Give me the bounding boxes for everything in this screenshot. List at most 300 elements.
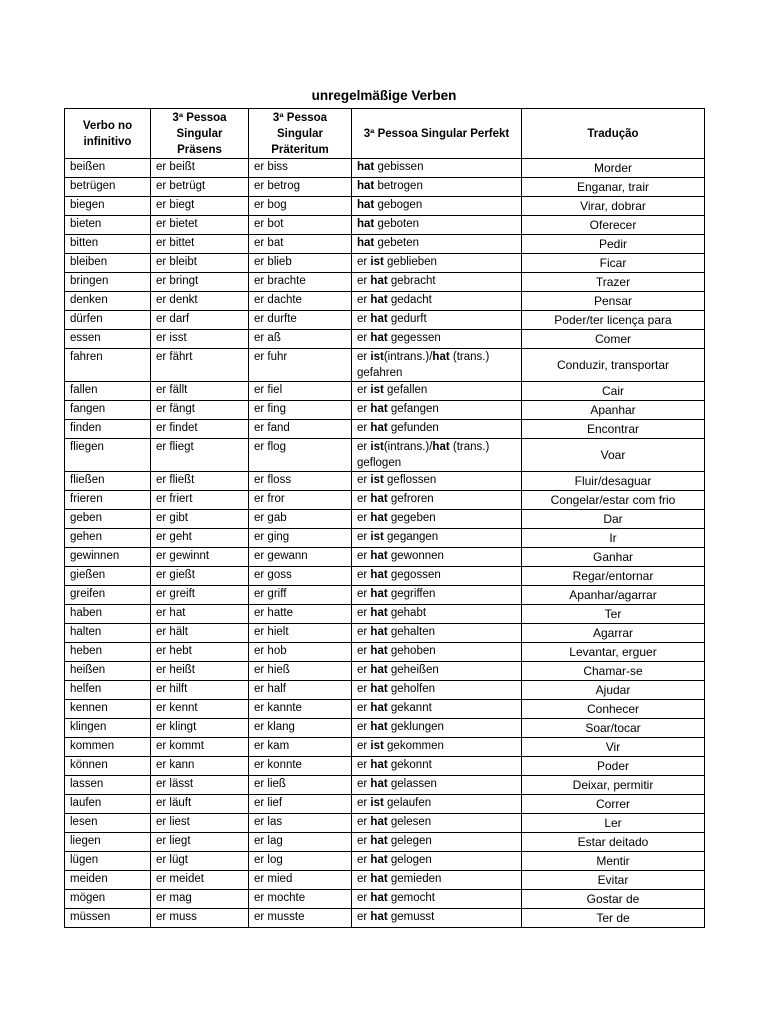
cell-preterite: er blieb (249, 254, 352, 273)
auxiliary-verb: hat (432, 441, 450, 453)
perfect-text: er (357, 816, 371, 828)
cell-preterite: er mied (249, 871, 352, 890)
table-row (65, 852, 705, 871)
cell-preterite: er dachte (249, 292, 352, 311)
table-body (65, 159, 705, 928)
auxiliary-verb: hat (370, 550, 388, 562)
cell-infinitive: können (65, 757, 151, 776)
cell-infinitive: greifen (65, 586, 151, 605)
cell-infinitive: fangen (65, 401, 151, 420)
cell-translation: Poder/ter licença para (522, 311, 705, 330)
cell-perfect (352, 586, 522, 605)
cell-preterite: er bog (249, 197, 352, 216)
cell-translation: Cair (522, 382, 705, 401)
cell-infinitive: finden (65, 420, 151, 439)
table-row (65, 833, 705, 852)
cell-present: er meidet (151, 871, 249, 890)
cell-translation: Regar/entornar (522, 567, 705, 586)
cell-infinitive: müssen (65, 909, 151, 928)
cell-preterite: er griff (249, 586, 352, 605)
cell-perfect (352, 273, 522, 292)
cell-translation: Conduzir, transportar (522, 349, 705, 382)
cell-infinitive: gießen (65, 567, 151, 586)
cell-translation: Trazer (522, 273, 705, 292)
cell-preterite: er hob (249, 643, 352, 662)
perfect-text: er (357, 683, 371, 695)
cell-preterite: er brachte (249, 273, 352, 292)
cell-infinitive: halten (65, 624, 151, 643)
cell-preterite: er konnte (249, 757, 352, 776)
cell-present: er klingt (151, 719, 249, 738)
cell-translation: Pedir (522, 235, 705, 254)
cell-present: er kann (151, 757, 249, 776)
page-title: unregelmäßige Verben (311, 88, 457, 103)
auxiliary-verb: hat (370, 873, 388, 885)
table-row (65, 311, 705, 330)
perfect-text: er (357, 607, 371, 619)
table-row (65, 890, 705, 909)
cell-perfect (352, 738, 522, 757)
table-row (65, 420, 705, 439)
cell-present: er hebt (151, 643, 249, 662)
cell-present: er gewinnt (151, 548, 249, 567)
perfect-text: er (357, 702, 371, 714)
perfect-text: er (357, 911, 371, 923)
cell-perfect (352, 197, 522, 216)
table-row (65, 776, 705, 795)
auxiliary-verb: hat (370, 313, 388, 325)
table-row (65, 159, 705, 178)
cell-perfect (352, 624, 522, 643)
cell-perfect (352, 814, 522, 833)
cell-present: er fliegt (151, 439, 249, 472)
cell-infinitive: lesen (65, 814, 151, 833)
cell-translation: Apanhar (522, 401, 705, 420)
cell-translation: Congelar/estar com frio (522, 491, 705, 510)
auxiliary-verb: hat (370, 892, 388, 904)
cell-translation: Encontrar (522, 420, 705, 439)
cell-infinitive: kennen (65, 700, 151, 719)
cell-perfect (352, 235, 522, 254)
cell-infinitive: laufen (65, 795, 151, 814)
table-row (65, 871, 705, 890)
cell-perfect (352, 909, 522, 928)
auxiliary-verb: ist (370, 384, 384, 396)
auxiliary-verb: hat (370, 626, 388, 638)
perfect-text: gebracht (387, 275, 436, 287)
table-row (65, 719, 705, 738)
perfect-text: gefunden (387, 422, 439, 434)
cell-translation: Vir (522, 738, 705, 757)
table-row (65, 197, 705, 216)
cell-infinitive: lassen (65, 776, 151, 795)
table-row (65, 738, 705, 757)
cell-infinitive: haben (65, 605, 151, 624)
perfect-text: er (357, 892, 371, 904)
cell-present: er gießt (151, 567, 249, 586)
cell-present: er heißt (151, 662, 249, 681)
cell-infinitive: mögen (65, 890, 151, 909)
perfect-text: er (357, 835, 371, 847)
cell-infinitive: heißen (65, 662, 151, 681)
perfect-text: er (357, 778, 371, 790)
table-row (65, 909, 705, 928)
cell-translation: Evitar (522, 871, 705, 890)
cell-preterite: er biss (249, 159, 352, 178)
cell-translation: Enganar, trair (522, 178, 705, 197)
cell-preterite: er gab (249, 510, 352, 529)
cell-perfect (352, 472, 522, 491)
cell-translation: Correr (522, 795, 705, 814)
cell-preterite: er kannte (249, 700, 352, 719)
cell-present: er beißt (151, 159, 249, 178)
perfect-text: gelassen (387, 778, 437, 790)
cell-translation: Ler (522, 814, 705, 833)
cell-translation: Ganhar (522, 548, 705, 567)
auxiliary-verb: hat (370, 911, 388, 923)
perfect-text: er (357, 550, 371, 562)
table-row (65, 643, 705, 662)
cell-perfect (352, 681, 522, 700)
cell-perfect (352, 643, 522, 662)
perfect-text: gehoben (387, 645, 436, 657)
table-row (65, 624, 705, 643)
cell-present: er denkt (151, 292, 249, 311)
verb-table (64, 108, 705, 928)
cell-present: er bleibt (151, 254, 249, 273)
perfect-text: geklungen (387, 721, 444, 733)
perfect-text: er (357, 294, 371, 306)
perfect-text: gegossen (387, 569, 441, 581)
cell-translation: Dar (522, 510, 705, 529)
perfect-text: er (357, 626, 371, 638)
perfect-text: gefallen (383, 384, 428, 396)
perfect-text: er (357, 493, 371, 505)
auxiliary-verb: hat (370, 645, 388, 657)
cell-present: er fällt (151, 382, 249, 401)
cell-present: er hat (151, 605, 249, 624)
perfect-text: gelaufen (383, 797, 432, 809)
cell-translation: Chamar-se (522, 662, 705, 681)
cell-infinitive: meiden (65, 871, 151, 890)
perfect-text: gegangen (383, 531, 439, 543)
auxiliary-verb: hat (370, 835, 388, 847)
cell-translation: Estar deitado (522, 833, 705, 852)
auxiliary-verb: hat (357, 161, 375, 173)
cell-infinitive: denken (65, 292, 151, 311)
table-row (65, 814, 705, 833)
perfect-text: er (357, 474, 371, 486)
cell-present: er liegt (151, 833, 249, 852)
cell-perfect (352, 567, 522, 586)
cell-preterite: er hielt (249, 624, 352, 643)
auxiliary-verb: ist (370, 740, 384, 752)
cell-preterite: er fing (249, 401, 352, 420)
table-row (65, 548, 705, 567)
auxiliary-verb: ist (370, 474, 384, 486)
cell-perfect (352, 510, 522, 529)
cell-translation: Fluir/desaguar (522, 472, 705, 491)
table-row (65, 472, 705, 491)
table-row (65, 216, 705, 235)
cell-translation: Levantar, erguer (522, 643, 705, 662)
cell-preterite: er aß (249, 330, 352, 349)
cell-perfect (352, 757, 522, 776)
cell-infinitive: beißen (65, 159, 151, 178)
cell-perfect (352, 349, 522, 382)
cell-preterite: er ließ (249, 776, 352, 795)
cell-perfect (352, 178, 522, 197)
cell-preterite: er lag (249, 833, 352, 852)
perfect-text: er (357, 403, 371, 415)
auxiliary-verb: hat (370, 702, 388, 714)
cell-preterite: er las (249, 814, 352, 833)
table-row (65, 757, 705, 776)
cell-infinitive: essen (65, 330, 151, 349)
auxiliary-verb: hat (370, 493, 388, 505)
auxiliary-verb: hat (370, 778, 388, 790)
table-row (65, 292, 705, 311)
cell-infinitive: bitten (65, 235, 151, 254)
cell-translation: Comer (522, 330, 705, 349)
cell-infinitive: bringen (65, 273, 151, 292)
table-row (65, 605, 705, 624)
cell-translation: Soar/tocar (522, 719, 705, 738)
cell-perfect (352, 311, 522, 330)
perfect-text: gedacht (387, 294, 432, 306)
perfect-text: er (357, 569, 371, 581)
perfect-text: er (357, 256, 371, 268)
cell-infinitive: helfen (65, 681, 151, 700)
perfect-text: er (357, 797, 371, 809)
cell-perfect (352, 890, 522, 909)
cell-present: er fängt (151, 401, 249, 420)
perfect-text: geblieben (383, 256, 437, 268)
auxiliary-verb: hat (370, 664, 388, 676)
perfect-text: er (357, 588, 371, 600)
cell-perfect (352, 330, 522, 349)
header-present: 3ª Pessoa Singular Präsens (151, 109, 249, 159)
cell-present: er lügt (151, 852, 249, 871)
perfect-text: geflossen (383, 474, 437, 486)
cell-translation: Morder (522, 159, 705, 178)
table-row (65, 529, 705, 548)
table-row (65, 795, 705, 814)
perfect-text: (intrans.)/ (383, 441, 433, 453)
perfect-text: er (357, 313, 371, 325)
cell-infinitive: gehen (65, 529, 151, 548)
cell-translation: Agarrar (522, 624, 705, 643)
cell-infinitive: kommen (65, 738, 151, 757)
cell-infinitive: fahren (65, 349, 151, 382)
cell-perfect (352, 871, 522, 890)
perfect-text: gehalten (387, 626, 435, 638)
auxiliary-verb: hat (370, 512, 388, 524)
cell-infinitive: bieten (65, 216, 151, 235)
cell-preterite: er hieß (249, 662, 352, 681)
table-row (65, 330, 705, 349)
cell-perfect (352, 439, 522, 472)
cell-preterite: er klang (249, 719, 352, 738)
table-row (65, 662, 705, 681)
auxiliary-verb: ist (370, 256, 384, 268)
perfect-text: gefangen (387, 403, 439, 415)
perfect-text: gemieden (387, 873, 442, 885)
auxiliary-verb: hat (370, 607, 388, 619)
cell-preterite: er gewann (249, 548, 352, 567)
cell-perfect (352, 605, 522, 624)
cell-preterite: er hatte (249, 605, 352, 624)
table-row (65, 681, 705, 700)
auxiliary-verb: hat (370, 275, 388, 287)
perfect-text: er (357, 441, 371, 453)
perfect-text: geholfen (387, 683, 435, 695)
perfect-text: geheißen (387, 664, 439, 676)
table-row (65, 235, 705, 254)
cell-present: er kommt (151, 738, 249, 757)
perfect-text: (trans.) geflogen (357, 441, 490, 469)
cell-present: er bietet (151, 216, 249, 235)
cell-present: er fährt (151, 349, 249, 382)
cell-present: er betrügt (151, 178, 249, 197)
perfect-text: betrogen (374, 180, 423, 192)
perfect-text: gekommen (383, 740, 444, 752)
cell-translation: Mentir (522, 852, 705, 871)
cell-present: er bittet (151, 235, 249, 254)
auxiliary-verb: hat (370, 403, 388, 415)
auxiliary-verb: ist (370, 351, 384, 363)
perfect-text: er (357, 759, 371, 771)
cell-translation: Pensar (522, 292, 705, 311)
header-perfect: 3ª Pessoa Singular Perfekt (352, 109, 522, 159)
cell-preterite: er kam (249, 738, 352, 757)
perfect-text: er (357, 384, 371, 396)
header-preterite: 3ª Pessoa Singular Präteritum (249, 109, 352, 159)
auxiliary-verb: ist (370, 531, 384, 543)
cell-preterite: er fand (249, 420, 352, 439)
cell-preterite: er fror (249, 491, 352, 510)
perfect-text: gelogen (387, 854, 432, 866)
auxiliary-verb: hat (370, 294, 388, 306)
cell-present: er kennt (151, 700, 249, 719)
perfect-text: gebissen (374, 161, 424, 173)
cell-perfect (352, 719, 522, 738)
perfect-text: gekonnt (387, 759, 432, 771)
cell-present: er mag (151, 890, 249, 909)
cell-infinitive: geben (65, 510, 151, 529)
cell-infinitive: lügen (65, 852, 151, 871)
cell-translation: Ter de (522, 909, 705, 928)
table-row (65, 254, 705, 273)
cell-perfect (352, 662, 522, 681)
cell-preterite: er bat (249, 235, 352, 254)
perfect-text: er (357, 332, 371, 344)
cell-perfect (352, 833, 522, 852)
cell-infinitive: betrügen (65, 178, 151, 197)
table-row (65, 349, 705, 382)
cell-translation: Ter (522, 605, 705, 624)
perfect-text: gemocht (387, 892, 435, 904)
table-row (65, 439, 705, 472)
cell-perfect (352, 292, 522, 311)
auxiliary-verb: ist (370, 797, 384, 809)
table-row (65, 567, 705, 586)
auxiliary-verb: hat (370, 816, 388, 828)
cell-translation: Ajudar (522, 681, 705, 700)
auxiliary-verb: hat (370, 683, 388, 695)
perfect-text: gelesen (387, 816, 432, 828)
table-row (65, 510, 705, 529)
cell-preterite: er betrog (249, 178, 352, 197)
auxiliary-verb: hat (370, 332, 388, 344)
cell-perfect (352, 700, 522, 719)
perfect-text: er (357, 721, 371, 733)
table-row (65, 586, 705, 605)
cell-perfect (352, 529, 522, 548)
perfect-text: (intrans.)/ (383, 351, 433, 363)
table-row (65, 491, 705, 510)
cell-translation: Ir (522, 529, 705, 548)
cell-infinitive: fließen (65, 472, 151, 491)
cell-infinitive: biegen (65, 197, 151, 216)
table-row (65, 382, 705, 401)
cell-translation: Conhecer (522, 700, 705, 719)
table-row (65, 178, 705, 197)
table-row (65, 401, 705, 420)
cell-present: er biegt (151, 197, 249, 216)
cell-perfect (352, 548, 522, 567)
cell-infinitive: frieren (65, 491, 151, 510)
cell-perfect (352, 159, 522, 178)
perfect-text: (trans.) gefahren (357, 351, 490, 379)
cell-translation: Virar, dobrar (522, 197, 705, 216)
perfect-text: er (357, 351, 371, 363)
cell-present: er greift (151, 586, 249, 605)
perfect-text: gebeten (374, 237, 420, 249)
perfect-text: gefroren (387, 493, 434, 505)
perfect-text: gedurft (387, 313, 427, 325)
perfect-text: er (357, 854, 371, 866)
perfect-text: gegriffen (387, 588, 436, 600)
perfect-text: gewonnen (387, 550, 444, 562)
perfect-text: gemusst (387, 911, 435, 923)
cell-infinitive: klingen (65, 719, 151, 738)
cell-present: er findet (151, 420, 249, 439)
cell-preterite: er fuhr (249, 349, 352, 382)
cell-perfect (352, 852, 522, 871)
cell-present: er liest (151, 814, 249, 833)
cell-present: er fließt (151, 472, 249, 491)
header-infinitive: Verbo no infinitivo (65, 109, 151, 159)
cell-perfect (352, 491, 522, 510)
cell-infinitive: gewinnen (65, 548, 151, 567)
cell-perfect (352, 795, 522, 814)
cell-infinitive: dürfen (65, 311, 151, 330)
cell-perfect (352, 254, 522, 273)
perfect-text: er (357, 664, 371, 676)
auxiliary-verb: hat (357, 237, 375, 249)
cell-preterite: er half (249, 681, 352, 700)
cell-infinitive: fallen (65, 382, 151, 401)
cell-infinitive: fliegen (65, 439, 151, 472)
cell-translation: Ficar (522, 254, 705, 273)
cell-preterite: er flog (249, 439, 352, 472)
cell-preterite: er goss (249, 567, 352, 586)
cell-perfect (352, 216, 522, 235)
cell-infinitive: bleiben (65, 254, 151, 273)
perfect-text: geboten (374, 218, 420, 230)
perfect-text: er (357, 645, 371, 657)
